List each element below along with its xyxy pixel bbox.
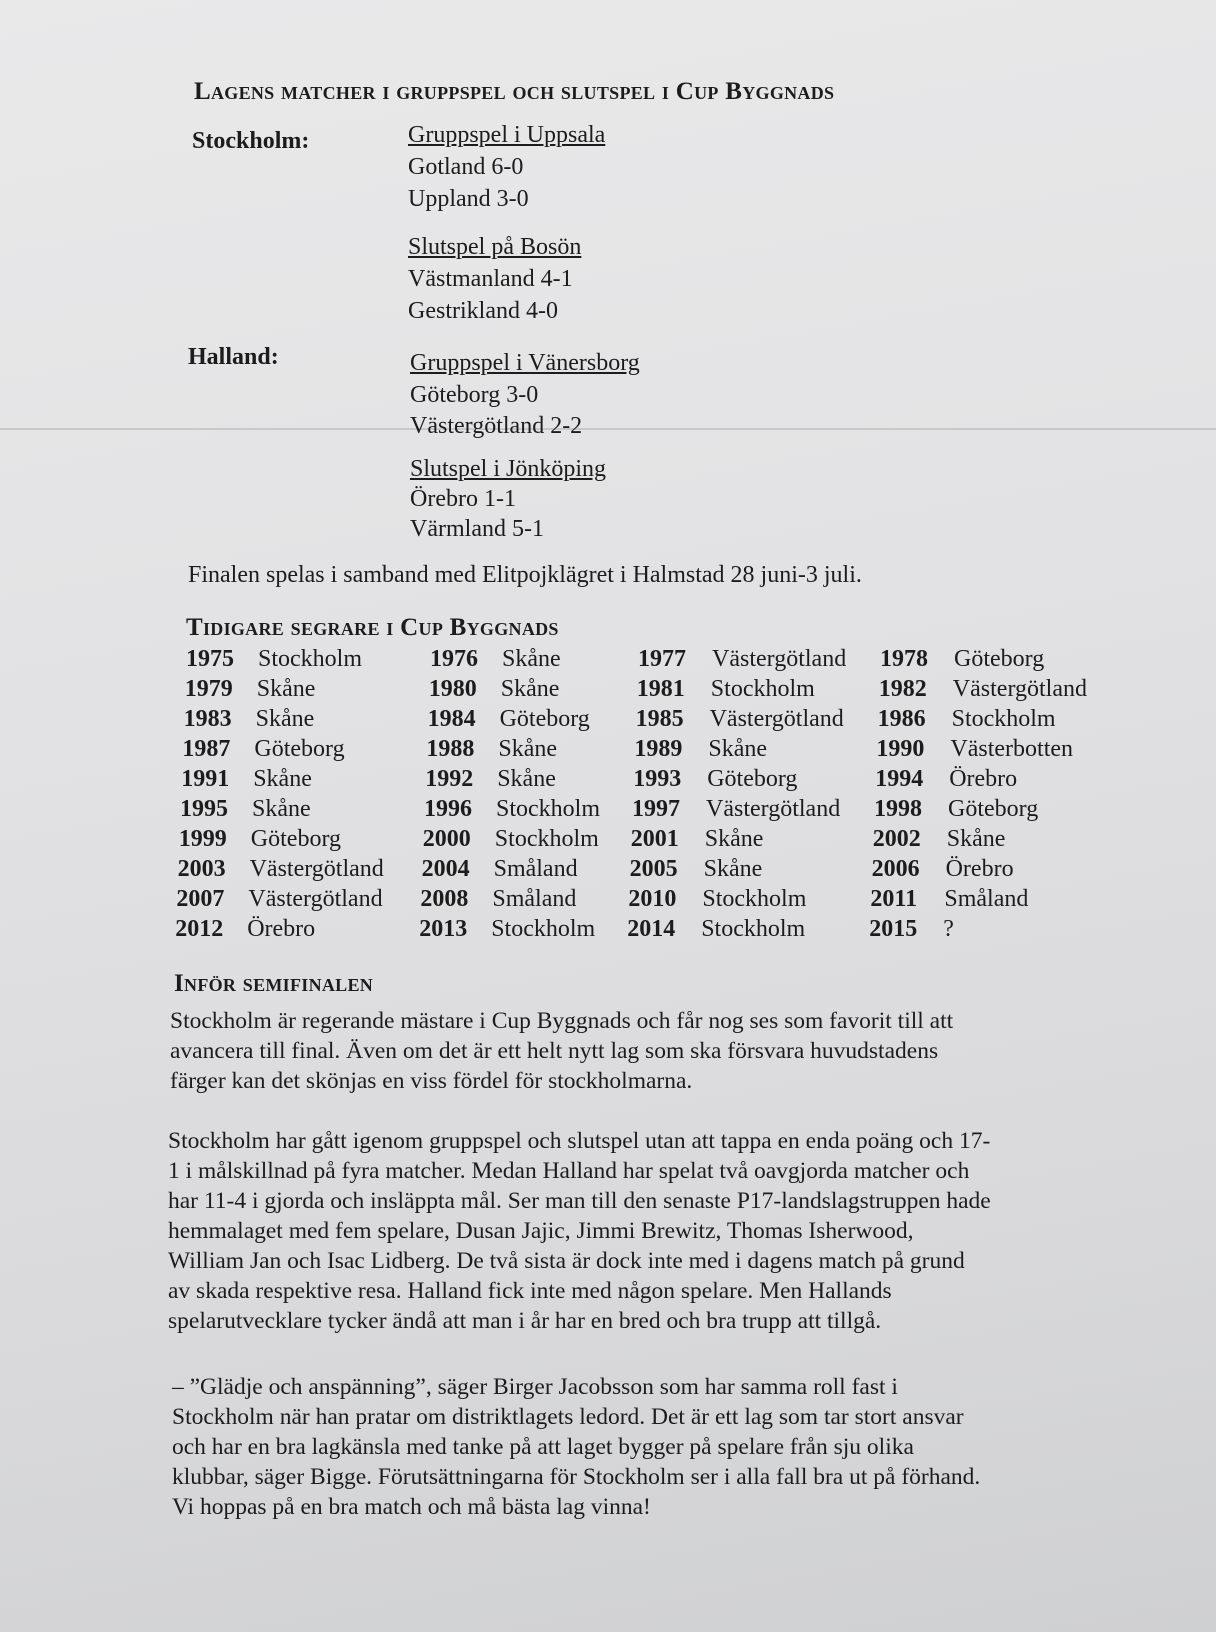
paragraph-line: Stockholm är regerande mästare i Cup Byggnads och får nog ses som favorit till att [170, 1008, 954, 1034]
winner-team: Småland [492, 886, 577, 912]
winner-year: 2013 [419, 916, 468, 942]
winner-year: 1989 [634, 736, 683, 762]
winner-year: 1981 [636, 676, 685, 702]
winner-team: Örebro [949, 766, 1018, 792]
paragraph-line: – ”Glädje och anspänning”, säger Birger Jacobsson som har samma roll fast i [172, 1374, 898, 1400]
winner-year: 1996 [424, 796, 472, 822]
winner-team: Göteborg [499, 706, 590, 732]
winner-year: 1992 [425, 766, 474, 792]
final-note: Finalen spelas i samband med Elitpojklägret i Halmstad 28 juni-3 juli. [188, 562, 862, 588]
winner-team: Småland [944, 886, 1029, 912]
group-heading-stockholm: Gruppspel i Uppsala [408, 122, 606, 148]
paragraph-line: avancera till final. Även om det är ett helt nytt lag som ska försvara huvudstadens [170, 1038, 939, 1064]
result-line: Västergötland 2-2 [410, 413, 583, 439]
winner-team: Stockholm [701, 916, 806, 942]
winner-year: 1980 [428, 676, 477, 702]
winner-team: Göteborg [707, 766, 798, 792]
winner-team: Västergötland [249, 856, 384, 882]
winner-year: 1982 [878, 676, 927, 702]
winner-year: 2014 [627, 916, 676, 942]
winner-team: Skåne [704, 826, 764, 852]
winner-team: Västergötland [709, 706, 844, 732]
winner-year: 1987 [182, 736, 231, 762]
winner-year: 2011 [870, 886, 918, 912]
winner-year: 1975 [186, 646, 234, 672]
winner-year: 1988 [426, 736, 475, 762]
winner-team: Stockholm [258, 646, 363, 672]
paragraph-3 [172, 1372, 980, 1522]
winner-year: 2012 [175, 916, 224, 942]
winner-year: 2010 [628, 886, 677, 912]
winner-team: Göteborg [948, 796, 1039, 822]
paragraph-line: hemmalaget med fem spelare, Dusan Jajic, Jimmi Brewitz, Thomas Isherwood, [168, 1218, 914, 1244]
paragraph-line: färger kan det skönjas en viss fördel för stockholmarna. [170, 1068, 693, 1094]
winner-team: Småland [493, 856, 578, 882]
playoff-heading-stockholm: Slutspel på Bosön [408, 234, 582, 260]
winner-team: Stockholm [702, 886, 807, 912]
result-line: Värmland 5-1 [410, 516, 544, 542]
paragraph-line: Stockholm när han pratar om distriktlagets ledord. Det är ett lag som tar stort ansvar [172, 1404, 964, 1430]
group-heading-halland: Gruppspel i Vänersborg [410, 350, 640, 376]
winner-team: Skåne [498, 736, 558, 762]
winner-year: 2015 [869, 916, 918, 942]
winner-year: 1997 [632, 796, 680, 822]
paragraph-2 [168, 1126, 991, 1336]
winner-team: Stockholm [491, 916, 596, 942]
winner-team: Stockholm [494, 826, 599, 852]
paragraph-line: av skada respektive resa. Halland fick inte med någon spelare. Men Hallands [168, 1278, 892, 1304]
winner-team: Skåne [256, 676, 316, 702]
paragraph-line: 1 i målskillnad på fyra matcher. Medan Halland har spelat två oavgjorda matcher och [168, 1158, 970, 1184]
winner-year: 2001 [630, 826, 679, 852]
winner-year: 2000 [422, 826, 471, 852]
result-line: Gestrikland 4-0 [408, 298, 558, 324]
winner-year: 1984 [427, 706, 476, 732]
paragraph-1 [170, 1006, 953, 1096]
winner-team: Örebro [945, 856, 1014, 882]
paragraph-line: och har en bra lagkänsla med tanke på att laget bygger på spelare från sju olika [172, 1434, 914, 1460]
winner-team: Stockholm [710, 676, 815, 702]
winner-team: Göteborg [250, 826, 342, 852]
result-line: Örebro 1-1 [410, 486, 516, 512]
winner-team: Skåne [255, 706, 315, 732]
winner-year: 1976 [430, 646, 478, 672]
winner-year: 1995 [180, 796, 228, 822]
winner-team: Skåne [708, 736, 768, 762]
winner-team: Stockholm [951, 706, 1056, 732]
winner-team: Västergötland [248, 886, 383, 912]
winner-year: 2007 [176, 886, 225, 912]
winner-team: Västerbotten [950, 736, 1074, 762]
winner-team: Örebro [247, 916, 316, 942]
winner-team: ? [943, 916, 954, 942]
winner-year: 1999 [178, 826, 227, 852]
winner-year: 2002 [872, 826, 921, 852]
paragraph-line: Stockholm har gått igenom gruppspel och slutspel utan att tappa en enda poäng och 17- [168, 1128, 991, 1154]
winner-team: Västergötland [952, 676, 1087, 702]
winner-year: 1998 [874, 796, 922, 822]
winner-team: Skåne [252, 796, 311, 822]
winner-year: 2006 [871, 856, 920, 882]
winner-team: Göteborg [254, 736, 345, 762]
winner-year: 2004 [421, 856, 470, 882]
winner-year: 1979 [184, 676, 233, 702]
semifinal-heading: Inför semifinalen [174, 970, 374, 997]
winner-team: Skåne [502, 646, 561, 672]
winner-year: 1983 [183, 706, 232, 732]
result-line: Göteborg 3-0 [410, 382, 539, 408]
winners-heading: Tidigare segrare i Cup Byggnads [186, 614, 559, 641]
winner-year: 1977 [638, 646, 686, 672]
winner-year: 1991 [181, 766, 230, 792]
winner-year: 2005 [629, 856, 678, 882]
winner-team: Skåne [946, 826, 1006, 852]
team-label-stockholm: Stockholm: [192, 128, 310, 154]
page-title: Lagens matcher i gruppspel och slutspel i Cup Byggnads [194, 78, 835, 105]
winner-year: 1978 [880, 646, 928, 672]
winner-team: Stockholm [496, 796, 601, 822]
winner-team: Skåne [253, 766, 312, 792]
team-label-halland: Halland: [188, 344, 279, 370]
winner-team: Skåne [703, 856, 763, 882]
winner-team: Skåne [500, 676, 560, 702]
paragraph-line: har 11-4 i gjorda och insläppta mål. Ser man till den senaste P17-landslagstruppen hade [168, 1188, 991, 1214]
paragraph-line: Vi hoppas på en bra match och må bästa lag vinna! [172, 1494, 651, 1520]
winner-year: 1994 [875, 766, 924, 792]
result-line: Uppland 3-0 [408, 186, 529, 212]
playoff-heading-halland: Slutspel i Jönköping [410, 456, 607, 482]
winner-year: 2003 [177, 856, 226, 882]
paragraph-line: spelarutvecklare tycker ändå att man i år har en bred och bra trupp att tillgå. [168, 1308, 882, 1334]
result-line: Västmanland 4-1 [408, 266, 573, 292]
paragraph-line: William Jan och Isac Lidberg. De två sista är dock inte med i dagens match på grund [168, 1248, 965, 1274]
winner-team: Skåne [497, 766, 556, 792]
result-line: Gotland 6-0 [408, 154, 524, 180]
paragraph-line: klubbar, säger Bigge. Förutsättningarna för Stockholm ser i alla fall bra ut på förhand. [172, 1464, 981, 1490]
winner-year: 1993 [633, 766, 682, 792]
winner-team: Göteborg [954, 646, 1045, 672]
winner-year: 1990 [876, 736, 925, 762]
winner-team: Västergötland [706, 796, 841, 822]
winner-year: 1986 [877, 706, 926, 732]
winner-year: 1985 [635, 706, 684, 732]
winner-team: Västergötland [712, 646, 847, 672]
winner-year: 2008 [420, 886, 469, 912]
